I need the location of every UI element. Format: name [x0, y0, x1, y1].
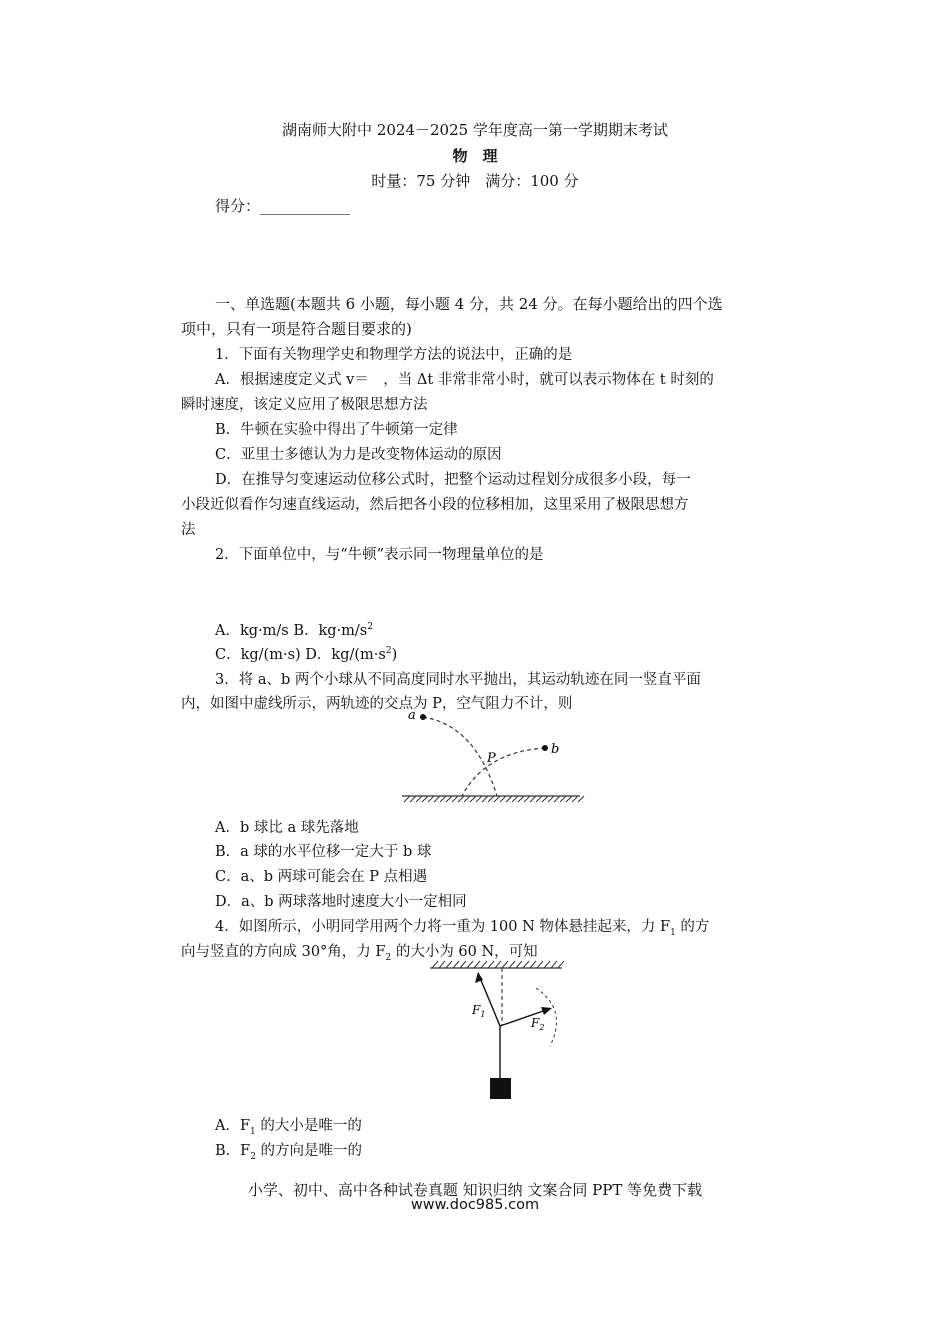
label-f1: $F_1$: [472, 1003, 486, 1019]
hatch-mark: [566, 796, 572, 802]
hatch-mark: [432, 961, 438, 968]
hatch-mark: [500, 796, 506, 802]
label-b: b: [551, 742, 560, 757]
hatch-mark: [536, 796, 542, 802]
q1-option-c: C．亚里士多德认为力是改变物体运动的原因: [215, 447, 502, 463]
ground-hatching: [404, 796, 584, 802]
q4-option-a: A．$F_1$ 的大小是唯一的: [215, 1118, 362, 1137]
exam-title: 湖南师大附中 2024－2025 学年度高一第一学期期末考试: [282, 121, 668, 139]
hatch-mark: [422, 796, 428, 802]
label-f2: $F_2$: [531, 1016, 545, 1032]
f2-arrowhead: [541, 1007, 552, 1015]
hatch-mark: [416, 796, 422, 802]
hatch-mark: [439, 961, 445, 968]
hatch-mark: [518, 796, 524, 802]
hatch-mark: [464, 796, 470, 802]
score-label: 得分：: [215, 197, 261, 215]
label-a: a: [408, 708, 416, 723]
trajectory-b: [462, 748, 545, 796]
hatch-mark: [530, 961, 536, 968]
q3-stem-line1: 3．将 a、b 两个小球从不同高度同时水平抛出，其运动轨迹在同一竖直平面: [215, 672, 701, 688]
section1-heading-line1: 一、单选题(本题共 6 小题，每小题 4 分，共 24 分。在每小题给出的四个选: [215, 295, 723, 313]
projectile-figure: [390, 700, 590, 810]
hatch-mark: [453, 961, 459, 968]
hatch-mark: [544, 961, 550, 968]
q4-stem-line2: 向与竖直的方向成 30°角，力 $F_2$ 的大小为 60 N，可知: [181, 944, 538, 963]
hatch-mark: [458, 796, 464, 802]
q1-option-d-line1: D．在推导匀变速运动位移公式时，把整个运动过程划分成很多小段，每一: [215, 472, 691, 488]
ball-b: [542, 745, 548, 751]
hatch-mark: [488, 961, 494, 968]
q1-option-d-line3: 法: [181, 522, 196, 538]
q2-stem: 2．下面单位中，与“牛顿”表示同一物理量单位的是: [215, 547, 544, 563]
hatch-mark: [537, 961, 543, 968]
q3-option-c: C．a、b 两球可能会在 P 点相遇: [215, 869, 428, 885]
q1-option-a-line1: A．根据速度定义式 v＝ ，当 Δt 非常非常小时，就可以表示物体在 t 时刻的: [215, 372, 714, 388]
hatch-mark: [467, 961, 473, 968]
score-field: [215, 195, 350, 216]
hatch-mark: [506, 796, 512, 802]
hatch-mark: [578, 796, 584, 802]
q1-option-d-line2: 小段近似看作匀速直线运动，然后把各小段的位移相加，这里采用了极限思想方: [181, 497, 689, 513]
hatch-mark: [494, 796, 500, 802]
hatch-mark: [440, 796, 446, 802]
hatch-mark: [516, 961, 522, 968]
hatch-mark: [488, 796, 494, 802]
hatch-mark: [481, 961, 487, 968]
hatch-mark: [428, 796, 434, 802]
hatch-mark: [460, 961, 466, 968]
trajectory-a: [423, 717, 497, 796]
ball-a: [420, 714, 426, 720]
q2-options-cd: [215, 643, 397, 664]
hatch-mark: [452, 796, 458, 802]
hatch-mark: [554, 796, 560, 802]
hatch-mark: [509, 961, 515, 968]
hatch-mark: [476, 796, 482, 802]
hatch-mark: [495, 961, 501, 968]
hatch-mark: [523, 961, 529, 968]
hatch-mark: [446, 961, 452, 968]
label-p: P: [487, 751, 496, 766]
hatch-mark: [560, 796, 566, 802]
score-blank: ____________: [260, 197, 351, 215]
hatch-mark: [530, 796, 536, 802]
subject-title: 物 理: [452, 147, 498, 165]
force-figure: [420, 958, 580, 1103]
q3-option-b: B．a 球的水平位移一定大于 b 球: [215, 844, 432, 860]
hatch-mark: [482, 796, 488, 802]
footer-promo-text: 小学、初中、高中各种试卷真题 知识归纳 文案合同 PPT 等免费下载: [247, 1181, 703, 1199]
hatch-mark: [410, 796, 416, 802]
footer-website-link[interactable]: www.doc985.com: [410, 1197, 540, 1213]
hatch-mark: [512, 796, 518, 802]
hatch-mark: [572, 796, 578, 802]
q2-option-d: D．$kg/(m\cdot s^2)$: [305, 646, 398, 663]
q3-option-a: A．b 球比 a 球先落地: [215, 820, 359, 836]
hatch-mark: [446, 796, 452, 802]
section1-heading-line2: 项中，只有一项是符合题目要求的): [181, 320, 412, 338]
hatch-mark: [548, 796, 554, 802]
q4-stem-line1: 4．如图所示，小明同学用两个力将一重为 100 N 物体悬挂起来，力 $F_1$ 的方: [215, 919, 710, 938]
hatch-mark: [524, 796, 530, 802]
hatch-mark: [404, 796, 410, 802]
hatch-mark: [434, 796, 440, 802]
q1-stem: 1．下面有关物理学史和物理学方法的说法中，正确的是: [215, 347, 573, 363]
hanging-weight: [490, 1078, 511, 1099]
hatch-mark: [502, 961, 508, 968]
q3-option-d: D．a、b 两球落地时速度大小一定相同: [215, 894, 467, 910]
ceiling-hatching: [432, 961, 564, 968]
hatch-mark: [542, 796, 548, 802]
q2-option-a: A．kg·m/s: [215, 623, 289, 639]
q2-options-ab: [215, 619, 373, 640]
hatch-mark: [551, 961, 557, 968]
q3-stem-line2: 内，如图中虚线所示，两轨迹的交点为 P，空气阻力不计，则: [181, 696, 573, 712]
hatch-mark: [558, 961, 564, 968]
q1-option-a-line2: 瞬时速度，该定义应用了极限思想方法: [181, 397, 428, 413]
q2-option-b: B．$kg\cdot m/s^2$: [293, 622, 373, 639]
q4-option-b: B．$F_2$ 的方向是唯一的: [215, 1143, 363, 1162]
q1-option-b: B．牛顿在实验中得出了牛顿第一定律: [215, 422, 458, 438]
hatch-mark: [470, 796, 476, 802]
time-info: 时量：75 分钟 满分：100 分: [371, 172, 579, 190]
q2-option-c: C．kg/(m·s): [215, 647, 301, 663]
hatch-mark: [474, 961, 480, 968]
